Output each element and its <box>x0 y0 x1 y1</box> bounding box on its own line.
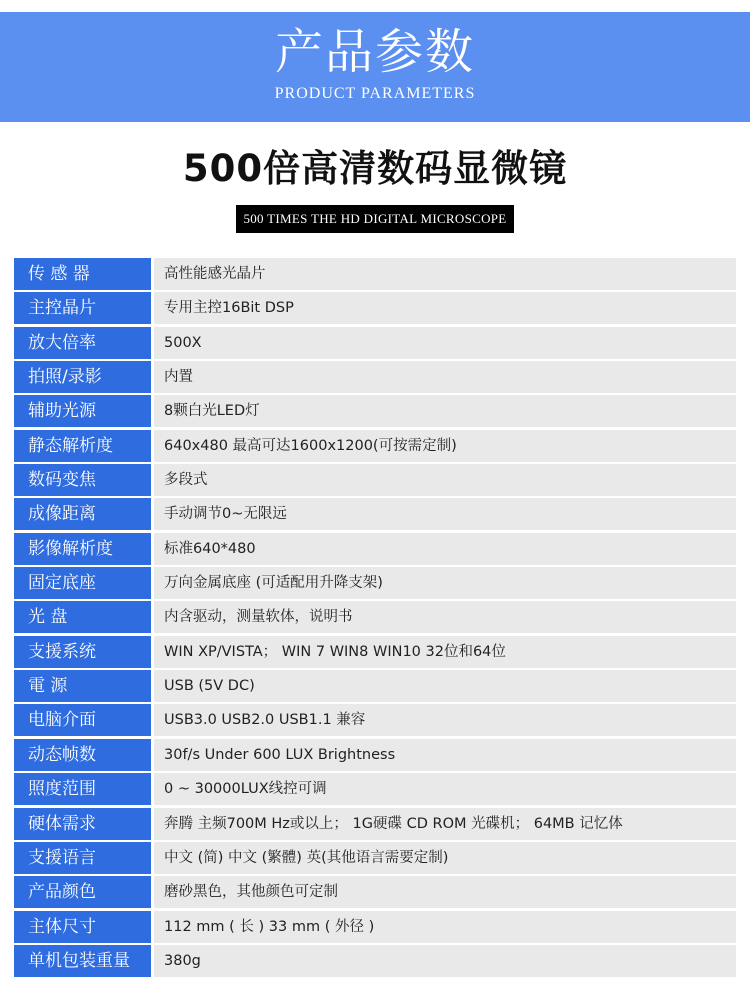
spec-row <box>14 533 736 565</box>
spec-value: 640x480 最高可达1600x1200(可按需定制) <box>154 430 736 462</box>
header-banner <box>0 12 750 122</box>
spec-label: 传 感 器 <box>14 258 151 290</box>
spec-label: 電 源 <box>14 670 151 702</box>
spec-row <box>14 842 736 874</box>
spec-row <box>14 670 736 702</box>
spec-label: 主控晶片 <box>14 292 151 324</box>
spec-value: USB3.0 USB2.0 USB1.1 兼容 <box>154 704 736 736</box>
spec-row <box>14 430 736 462</box>
spec-value: 磨砂黑色，其他颜色可定制 <box>154 876 736 908</box>
spec-label: 拍照/录影 <box>14 361 151 393</box>
spec-value: 112 mm ( 长 ) 33 mm ( 外径 ) <box>154 911 736 943</box>
spec-row <box>14 292 736 324</box>
spec-label: 辅助光源 <box>14 395 151 427</box>
spec-value: 万向金属底座 (可适配用升降支架) <box>154 567 736 599</box>
header-subtitle: PRODUCT PARAMETERS <box>274 85 476 102</box>
spec-value: 手动调节0~无限远 <box>154 498 736 530</box>
spec-value: USB (5V DC) <box>154 670 736 702</box>
product-title: 500倍高清数码显微镜 <box>182 147 568 190</box>
spec-row <box>14 395 736 427</box>
spec-label: 硬体需求 <box>14 808 151 840</box>
spec-label: 单机包装重量 <box>14 945 151 977</box>
spec-label: 固定底座 <box>14 567 151 599</box>
spec-label: 支援语言 <box>14 842 151 874</box>
spec-value: 500X <box>154 327 736 359</box>
spec-value: 高性能感光晶片 <box>154 258 736 290</box>
spec-label: 电脑介面 <box>14 704 151 736</box>
spec-value: 380g <box>154 945 736 977</box>
spec-row <box>14 911 736 943</box>
spec-row <box>14 636 736 668</box>
spec-label: 动态帧数 <box>14 739 151 771</box>
header-title: 产品参数 <box>274 24 475 80</box>
spec-label: 产品颜色 <box>14 876 151 908</box>
spec-row <box>14 945 736 977</box>
spec-label: 光 盘 <box>14 601 151 633</box>
spec-value: 30f/s Under 600 LUX Brightness <box>154 739 736 771</box>
spec-row <box>14 704 736 736</box>
spec-value: 内含驱动，测量软体，说明书 <box>154 601 736 633</box>
spec-label: 照度范围 <box>14 773 151 805</box>
spec-row <box>14 773 736 805</box>
spec-row <box>14 361 736 393</box>
spec-label: 主体尺寸 <box>14 911 151 943</box>
spec-value: 奔腾 主频700M Hz或以上； 1G硬碟 CD ROM 光碟机； 64MB 记忆体 <box>154 808 736 840</box>
spec-label: 放大倍率 <box>14 327 151 359</box>
spec-label: 数码变焦 <box>14 464 151 496</box>
spec-value: 标准640*480 <box>154 533 736 565</box>
spec-row <box>14 808 736 840</box>
spec-value: WIN XP/VISTA； WIN 7 WIN8 WIN10 32位和64位 <box>154 636 736 668</box>
spec-value: 专用主控16Bit DSP <box>154 292 736 324</box>
spec-row <box>14 464 736 496</box>
spec-row <box>14 258 736 290</box>
spec-label: 支援系统 <box>14 636 151 668</box>
spec-table <box>14 258 736 979</box>
spec-value: 内置 <box>154 361 736 393</box>
spec-row <box>14 327 736 359</box>
spec-value: 0 ~ 30000LUX线控可调 <box>154 773 736 805</box>
product-subtitle-wrap <box>0 205 750 233</box>
spec-row <box>14 567 736 599</box>
spec-value: 中文 (简) 中文 (繁體) 英(其他语言需要定制) <box>154 842 736 874</box>
spec-row <box>14 601 736 633</box>
spec-label: 成像距离 <box>14 498 151 530</box>
spec-row <box>14 498 736 530</box>
spec-value: 多段式 <box>154 464 736 496</box>
spec-label: 影像解析度 <box>14 533 151 565</box>
spec-value: 8颗白光LED灯 <box>154 395 736 427</box>
spec-label: 静态解析度 <box>14 430 151 462</box>
spec-row <box>14 876 736 908</box>
spec-row <box>14 739 736 771</box>
product-subtitle: 500 TIMES THE HD DIGITAL MICROSCOPE <box>236 205 513 233</box>
